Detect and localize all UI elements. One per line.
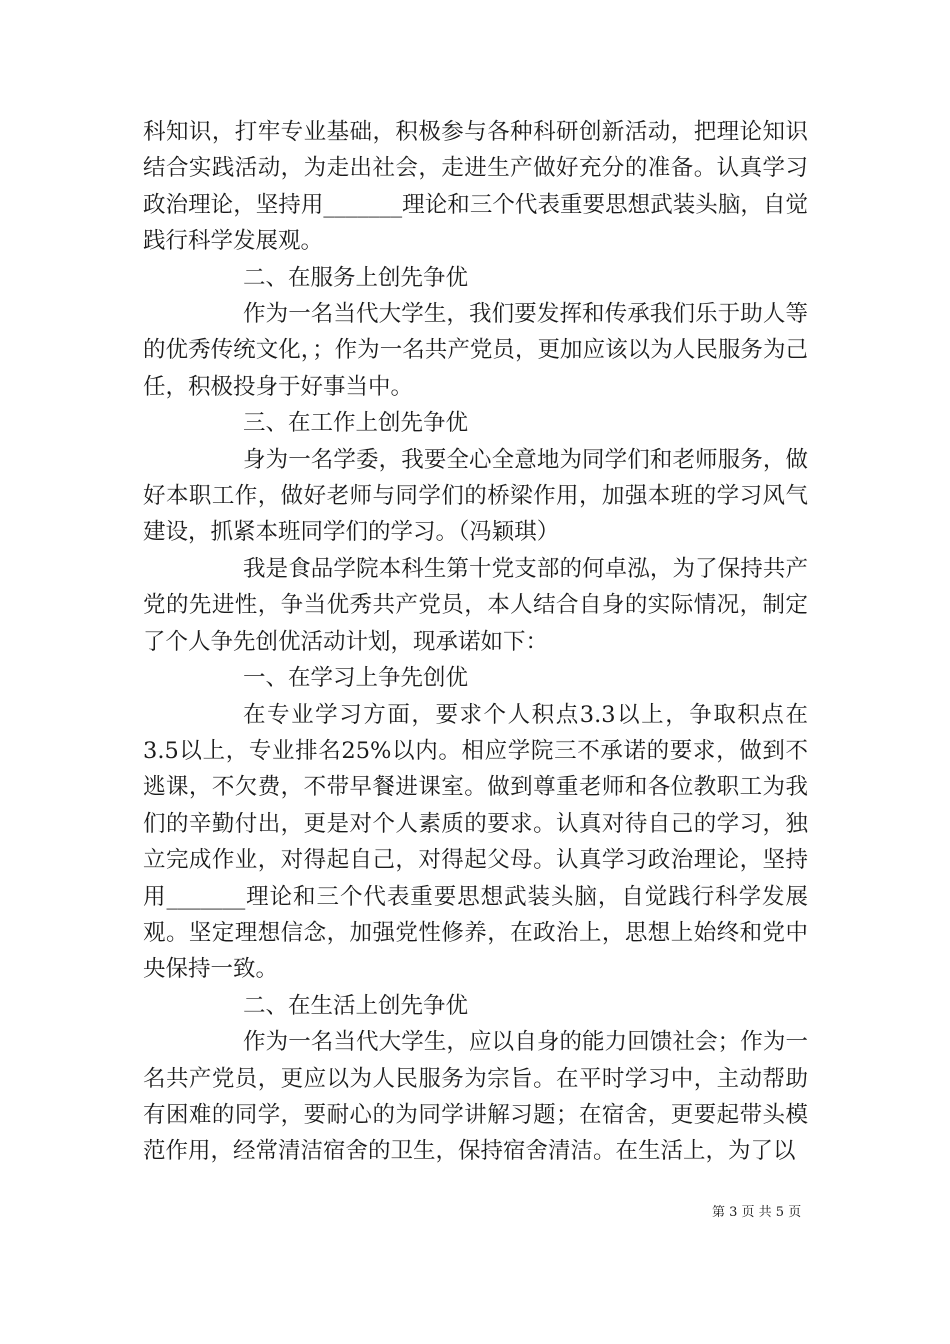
- section-heading-work: 三、在工作上创先争优: [243, 410, 469, 437]
- section-heading-study: 一、在学习上争先创优: [243, 665, 469, 692]
- paragraph-life: 作为一名当代大学生，应以自身的能力回馈社会；作为一名共产党员，更应以为人民服务为宗旨。在平时学习中，主动帮助有困难的同学，要耐心的为同学讲解习题；在宿舍，更要起带头模范作用，经常清洁宿舍的卫生，保持宿舍清洁。在生活上，为了以: [143, 1029, 808, 1165]
- paragraph-introduction: 我是食品学院本科生第十党支部的何卓泓，为了保持共产党的先进性，争当优秀共产党员，本人结合自身的实际情况，制定了个人争先创优活动计划，现承诺如下：: [143, 555, 808, 655]
- page-number-footer: 第 3 页 共 5 页: [712, 1205, 802, 1220]
- paragraph-study-continuation: 科知识，打牢专业基础，积极参与各种科研创新活动，把理论知识结合实践活动，为走出社会，走进生产做好充分的准备。认真学习政治理论，坚持用_______理论和三个代表重要思想武装头脑，自觉践行科学发展观。: [143, 119, 808, 255]
- paragraph-study: 在专业学习方面，要求个人积点3.3以上，争取积点在3.5以上，专业排名25%以内。相应学院三不承诺的要求，做到不逃课，不欠费，不带早餐进课室。做到尊重老师和各位教职工为我们的辛勤付出，更是对个人素质的要求。认真对待自己的学习，独立完成作业，对得起自己，对得起父母。认真学习政治理论，坚持用_______理论和三个代表重要思想武装头脑，自觉践行科学发展观。坚定理想信念，加强党性修养，在政治上，思想上始终和党中央保持一致。: [143, 701, 808, 983]
- document-body: [143, 114, 808, 1170]
- section-heading-life: 二、在生活上创先争优: [243, 992, 469, 1019]
- section-heading-service: 二、在服务上创先争优: [243, 264, 469, 291]
- paragraph-work: 身为一名学委，我要全心全意地为同学们和老师服务，做好本职工作，做好老师与同学们的桥梁作用，加强本班的学习风气建设，抓紧本班同学们的学习。（冯颖琪）: [143, 446, 808, 546]
- paragraph-service: 作为一名当代大学生，我们要发挥和传承我们乐于助人等的优秀传统文化，；作为一名共产党员，更加应该以为人民服务为己任，积极投身于好事当中。: [143, 301, 808, 400]
